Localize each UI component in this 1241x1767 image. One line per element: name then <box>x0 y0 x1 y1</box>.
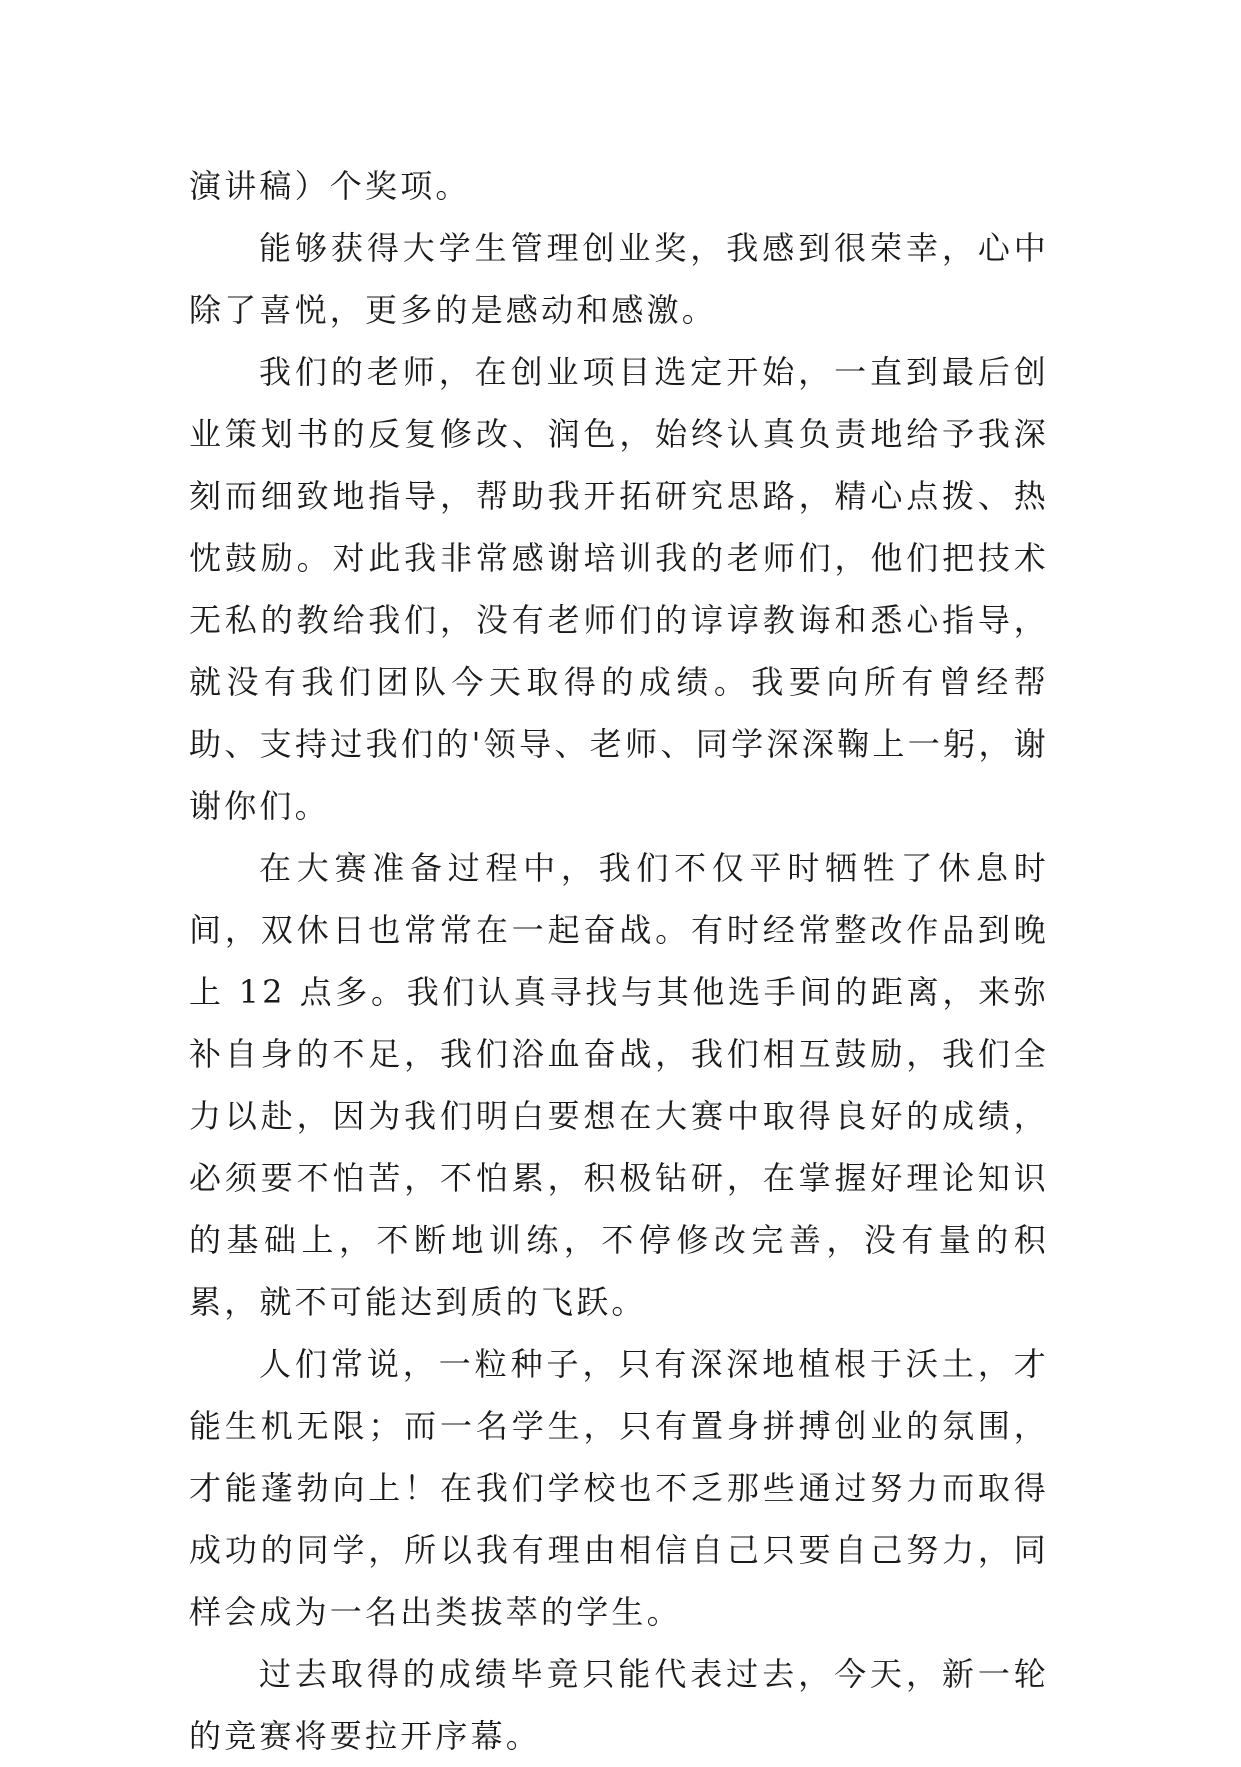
document-body <box>189 155 1049 1767</box>
paragraph: 在大赛准备过程中，我们不仅平时牺牲了休息时间，双休日也常常在一起奋战。有时经常整改作品到晚上 12 点多。我们认真寻找与其他选手间的距离，来弥补自身的不足，我们浴血奋战，我们相互鼓励，我们全力以赴，因为我们明白要想在大赛中取得良好的成绩，必须要不怕苦，不怕累，积极钻研，在掌握好理论知识的基础上，不断地训练，不停修改完善，没有量的积累，就不可能达到质的飞跃。 <box>189 849 1049 1321</box>
paragraph: 人们常说，一粒种子，只有深深地植根于沃土，才能生机无限；而一名学生，只有置身拼搏创业的氛围，才能蓬勃向上！在我们学校也不乏那些通过努力而取得成功的同学，所以我有理由相信自己只要自己努力，同样会成为一名出类拔萃的学生。 <box>189 1345 1049 1631</box>
paragraph: 我们的老师，在创业项目选定开始，一直到最后创业策划书的反复修改、润色，始终认真负责地给予我深刻而细致地指导，帮助我开拓研究思路，精心点拨、热忱鼓励。对此我非常感谢培训我的老师们，他们把技术无私的教给我们，没有老师们的谆谆教诲和悉心指导，就没有我们团队今天取得的成绩。我要向所有曾经帮助、支持过我们的'领导、老师、同学深深鞠上一躬，谢谢你们。 <box>189 353 1049 825</box>
paragraph: 过去取得的成绩毕竟只能代表过去，今天，新一轮的竞赛将要拉开序幕。 <box>189 1655 1049 1755</box>
paragraph: 能够获得大学生管理创业奖，我感到很荣幸，心中除了喜悦，更多的是感动和感激。 <box>189 229 1049 329</box>
paragraph-continuation: 演讲稿）个奖项。 <box>189 167 471 205</box>
